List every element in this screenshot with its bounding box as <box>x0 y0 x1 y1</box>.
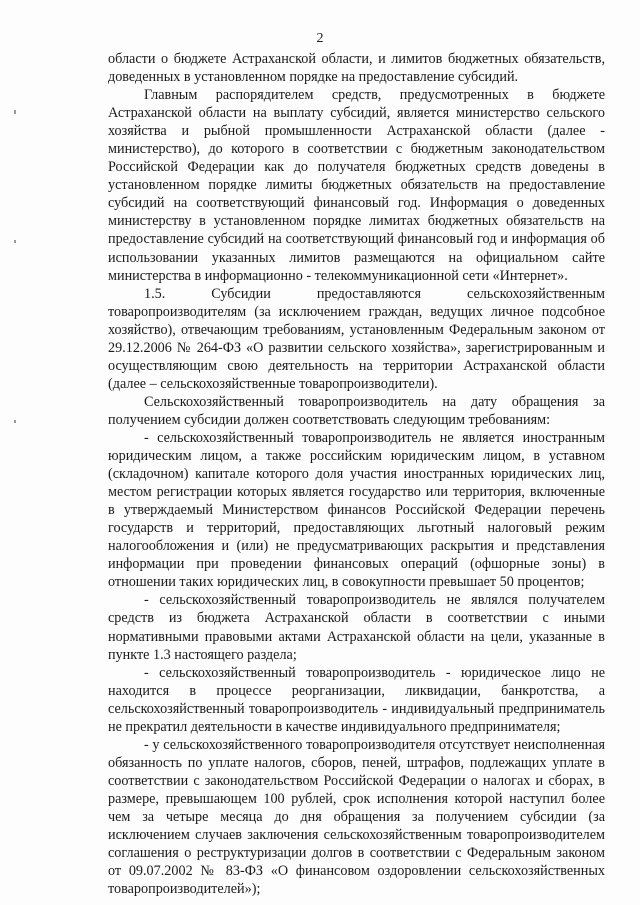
requirement-no-reorganization: - сельскохозяйственный товаропроизводитель - юридическое лицо не находится в процессе реорганизации, ликвидации, банкротства, а сельскохозяйственный товаропроизводитель - индивидуальный предприниматель не прекратил деятельности в качестве индивидуального предпринимателя; <box>108 664 605 735</box>
scan-margin-mark <box>14 420 16 423</box>
paragraph-main-administrator: Главным распорядителем средств, предусмотренных в бюджете Астраханской области на выплату субсидий, является министерство сельского хозяйства и рыбной промышленности Астраханской области (далее - министерство), до которого в соответствии с бюджетным законодательством Российской Федерации как до получателя бюджетных средств доведены в установленном порядке лимиты бюджетных обязательств на предоставление субсидий на соответствующий финансовый год. Информация о доведенных министерству в установленном порядке лимитах бюджетных обязательств на предоставление субсидий на соответствующий финансовый год и информация об использовании указанных лимитов размещаются на официальном сайте министерства в информационно - телекоммуникационной сети «Интернет». <box>108 87 605 284</box>
scan-margin-mark <box>14 110 16 114</box>
page-number: 2 <box>316 31 324 46</box>
requirement-no-tax-debt: - у сельскохозяйственного товаропроизводителя отсутствует неисполненная обязанность по уплате налогов, сборов, пеней, штрафов, подлежащих уплате в соответствии с законодательством Российской Федерации о налогах и сборах, в размере, превышающем 100 рублей, срок исполнения которой наступил более чем за четыре месяца до дня обращения за получением субсидии (за исключением случаев заключения сельскохозяйственным товаропроизводителем соглашения о реструктуризации долгов в соответствии с Федеральным законом от 09.07.2002 № 83-ФЗ «О финансовом оздоровлении сельскохозяйственных товаропроизводителей»); <box>108 736 605 898</box>
paragraph-requirements-intro: Сельскохозяйственный товаропроизводитель на дату обращения за получением субсидии должен соответствовать следующим требованиям: <box>108 393 605 428</box>
scan-margin-mark <box>14 240 16 243</box>
requirement-foreign-entity: - сельскохозяйственный товаропроизводитель не является иностранным юридическим лицом, а также российским юридическим лицом, в уставном (складочном) капитале которого доля участия иностранных юридических лиц, местом регистрации которых является государство или территория, включенные в утверждаемый Министерством финансов Российской Федерации перечень государств и территорий, предоставляющих льготный налоговый режим налогообложения и (или) не предусматривающих раскрытия и представления информации при проведении финансовых операций (офшорные зоны) в отношении таких юридических лиц, в совокупности превышает 50 процентов; <box>108 429 605 591</box>
paragraph-1-5: 1.5. Субсидии предоставляются сельскохозяйственным товаропроизводителям (за исключением граждан, ведущих личное подсобное хозяйство), отвечающим требованиям, установленным Федеральным законом от 29.12.2006 № 264-ФЗ «О развитии сельского хозяйства», зарегистрированным и осуществляющим свою деятельность на территории Астраханской области (далее – сельскохозяйственные товаропроизводители). <box>108 285 605 392</box>
requirement-no-other-funds: - сельскохозяйственный товаропроизводитель не являлся получателем средств из бюджета Астраханской области в соответствии с иными нормативными правовыми актами Астраханской области на цели, указанные в пункте 1.3 настоящего раздела; <box>108 592 605 663</box>
paragraph-continuation: области о бюджете Астраханской области, и лимитов бюджетных обязательств, доведенных в установленном порядке на предоставление субсидий. <box>108 51 605 86</box>
document-body <box>108 50 605 898</box>
